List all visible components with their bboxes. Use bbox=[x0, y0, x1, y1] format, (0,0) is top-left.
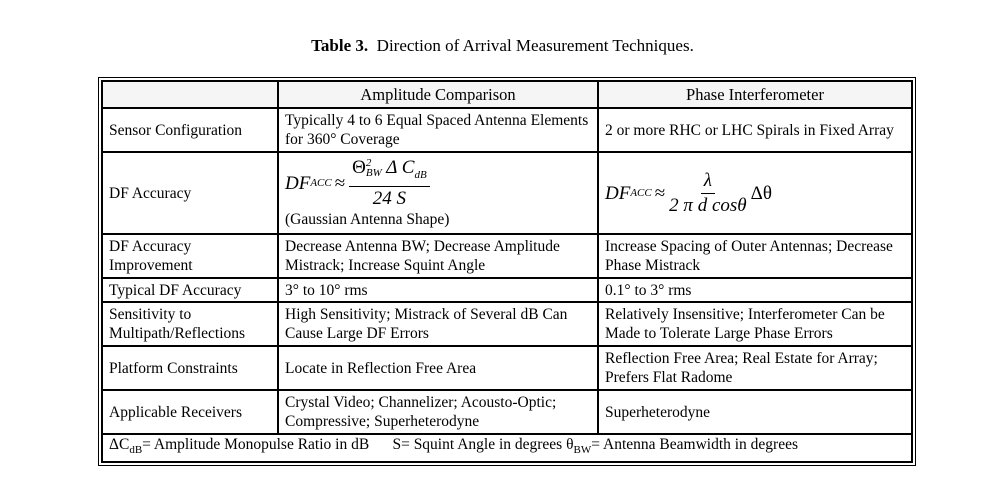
table-row bbox=[102, 152, 912, 234]
formula-lhs: DF bbox=[285, 172, 311, 194]
footnote-part-1 bbox=[109, 436, 370, 457]
phase-formula-cell bbox=[598, 152, 912, 234]
table-row bbox=[102, 302, 912, 346]
phase-formula bbox=[605, 170, 905, 217]
header-phase: Phase Interferometer bbox=[598, 81, 912, 108]
header-corner bbox=[102, 81, 278, 108]
row-label: Typical DF Accuracy bbox=[102, 278, 278, 302]
formula-lhs-sub: ACC bbox=[310, 176, 332, 189]
row-label: Sensor Configuration bbox=[102, 108, 278, 152]
row-label: DF Accuracy bbox=[102, 152, 278, 234]
footnote-symbol: ΔC bbox=[109, 436, 130, 454]
footnote-sub: dB bbox=[129, 444, 143, 457]
phase-cell: Relatively Insensitive; Interferometer Can be Made to Tolerate Large Phase Errors bbox=[598, 302, 912, 346]
table-row bbox=[102, 346, 912, 390]
formula-lhs: DF bbox=[605, 182, 631, 204]
doa-table bbox=[101, 80, 913, 463]
row-label: Applicable Receivers bbox=[102, 390, 278, 434]
formula-tail: Δθ bbox=[750, 182, 772, 204]
header-row bbox=[102, 81, 912, 108]
formula-lhs-sub: ACC bbox=[630, 186, 652, 199]
phase-cell: Superheterodyne bbox=[598, 390, 912, 434]
num-rest-sub: dB bbox=[414, 168, 427, 181]
formula-rel: ≈ bbox=[334, 172, 346, 194]
amplitude-cell: Decrease Antenna BW; Decrease Amplitude Mistrack; Increase Squint Angle bbox=[278, 234, 598, 278]
footnote-part-2: S= Squint Angle in degrees bbox=[392, 436, 563, 454]
formula-fraction bbox=[669, 170, 746, 217]
formula-rel: ≈ bbox=[654, 182, 666, 204]
num-rest: Δ C bbox=[386, 156, 415, 178]
table-row bbox=[102, 108, 912, 152]
footnote-sub: BW bbox=[573, 444, 592, 457]
amplitude-cell: Typically 4 to 6 Equal Spaced Antenna Elements for 360° Coverage bbox=[278, 108, 598, 152]
row-label: Sensitivity to Multipath/Reflections bbox=[102, 302, 278, 346]
footnote-text: = Amplitude Monopulse Ratio in dB bbox=[142, 436, 370, 454]
caption-title: Direction of Arrival Measurement Techniques. bbox=[376, 36, 694, 55]
phase-cell: Reflection Free Area; Real Estate for Array; Prefers Flat Radome bbox=[598, 346, 912, 390]
formula-fraction bbox=[349, 157, 430, 211]
amplitude-cell: Locate in Reflection Free Area bbox=[278, 346, 598, 390]
table-row bbox=[102, 390, 912, 434]
phase-cell: Increase Spacing of Outer Antennas; Decrease Phase Mistrack bbox=[598, 234, 912, 278]
phase-cell: 0.1° to 3° rms bbox=[598, 278, 912, 302]
footnote-text: = Antenna Beamwidth in degrees bbox=[591, 436, 799, 454]
row-label: Platform Constraints bbox=[102, 346, 278, 390]
header-amplitude: Amplitude Comparison bbox=[278, 81, 598, 108]
doa-table-frame bbox=[98, 77, 916, 466]
amplitude-formula-cell bbox=[278, 152, 598, 234]
amplitude-cell: 3° to 10° rms bbox=[278, 278, 598, 302]
formula-numerator bbox=[349, 157, 430, 188]
formula-denominator: 2 π d cosθ bbox=[669, 194, 747, 216]
footnote-part-3 bbox=[566, 436, 799, 457]
amplitude-cell: High Sensitivity; Mistrack of Several dB Can Cause Large DF Errors bbox=[278, 302, 598, 346]
footnote-symbol: θ bbox=[566, 436, 574, 454]
num-sup: 2 bbox=[365, 157, 372, 170]
num-base: Θ bbox=[352, 156, 366, 178]
amplitude-cell: Crystal Video; Channelizer; Acousto-Optic; Compressive; Superheterodyne bbox=[278, 390, 598, 434]
footnote-cell bbox=[102, 434, 912, 462]
formula-numerator: λ bbox=[701, 170, 715, 194]
footnote-row bbox=[102, 434, 912, 462]
table-row bbox=[102, 234, 912, 278]
num-sub: BW bbox=[365, 167, 382, 180]
amplitude-note: (Gaussian Antenna Shape) bbox=[285, 211, 450, 229]
row-label: DF Accuracy Improvement bbox=[102, 234, 278, 278]
table-caption bbox=[0, 36, 1005, 56]
formula-denominator: 24 S bbox=[372, 188, 407, 210]
amplitude-formula bbox=[285, 157, 591, 211]
table-row bbox=[102, 278, 912, 302]
caption-label: Table 3. bbox=[311, 36, 369, 55]
phase-cell: 2 or more RHC or LHC Spirals in Fixed Array bbox=[598, 108, 912, 152]
